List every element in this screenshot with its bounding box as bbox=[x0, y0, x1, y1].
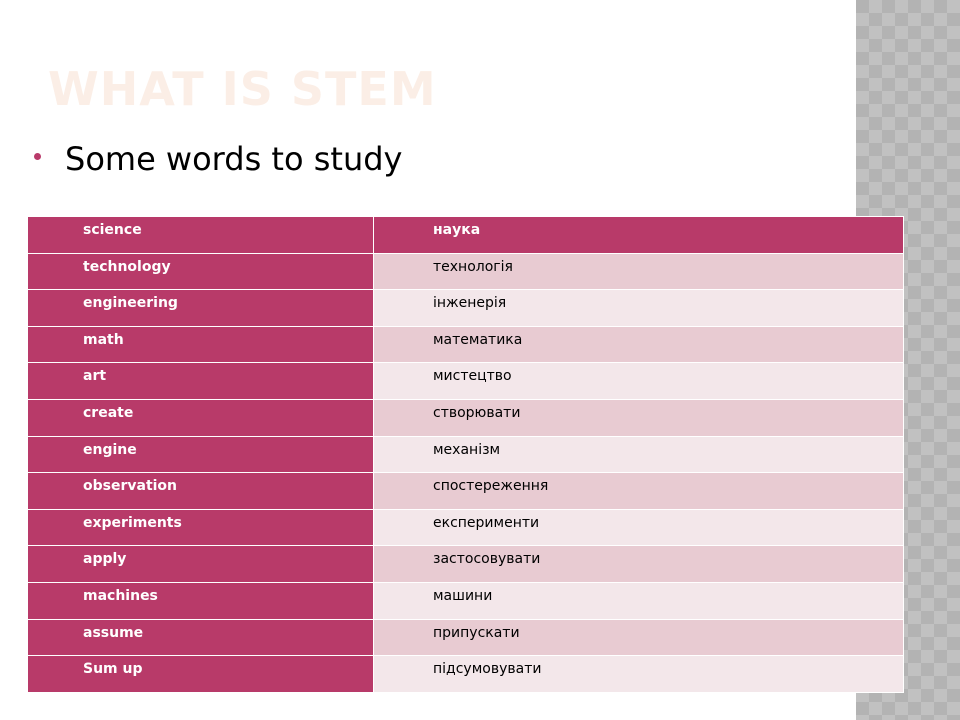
table-cell-english: science bbox=[28, 217, 374, 254]
bullet-dot-icon bbox=[34, 153, 41, 160]
table-row bbox=[28, 473, 904, 510]
table-cell-english: machines bbox=[28, 582, 374, 619]
vocabulary-table bbox=[27, 216, 904, 693]
table-row bbox=[28, 619, 904, 656]
table-cell-ukrainian: мистецтво bbox=[374, 363, 904, 400]
table-cell-english: experiments bbox=[28, 509, 374, 546]
table-cell-english: assume bbox=[28, 619, 374, 656]
table-row bbox=[28, 363, 904, 400]
table-row bbox=[28, 582, 904, 619]
table-cell-english: math bbox=[28, 326, 374, 363]
table-row bbox=[28, 656, 904, 693]
table-cell-ukrainian: наука bbox=[374, 217, 904, 254]
table-row bbox=[28, 290, 904, 327]
table-cell-ukrainian: механізм bbox=[374, 436, 904, 473]
table-row bbox=[28, 253, 904, 290]
table-cell-english: Sum up bbox=[28, 656, 374, 693]
table-cell-ukrainian: інженерія bbox=[374, 290, 904, 327]
table-cell-english: observation bbox=[28, 473, 374, 510]
table-cell-english: create bbox=[28, 399, 374, 436]
table-cell-english: engine bbox=[28, 436, 374, 473]
table-cell-english: technology bbox=[28, 253, 374, 290]
table-row bbox=[28, 399, 904, 436]
bullet-text: Some words to study bbox=[65, 140, 403, 178]
table-row bbox=[28, 436, 904, 473]
slide-title: WHAT IS STEM bbox=[48, 62, 437, 116]
table-cell-ukrainian: припускати bbox=[374, 619, 904, 656]
table-cell-english: apply bbox=[28, 546, 374, 583]
table-cell-ukrainian: експерименти bbox=[374, 509, 904, 546]
table-cell-english: engineering bbox=[28, 290, 374, 327]
table-cell-ukrainian: технологія bbox=[374, 253, 904, 290]
table-cell-ukrainian: створювати bbox=[374, 399, 904, 436]
table-row bbox=[28, 546, 904, 583]
table-header-row bbox=[28, 217, 904, 254]
table-cell-ukrainian: машини bbox=[374, 582, 904, 619]
table-cell-ukrainian: підсумовувати bbox=[374, 656, 904, 693]
table-cell-ukrainian: математика bbox=[374, 326, 904, 363]
table-cell-ukrainian: застосовувати bbox=[374, 546, 904, 583]
table-cell-english: art bbox=[28, 363, 374, 400]
table-cell-ukrainian: спостереження bbox=[374, 473, 904, 510]
bullet-item bbox=[34, 140, 402, 178]
table-row bbox=[28, 326, 904, 363]
table-row bbox=[28, 509, 904, 546]
